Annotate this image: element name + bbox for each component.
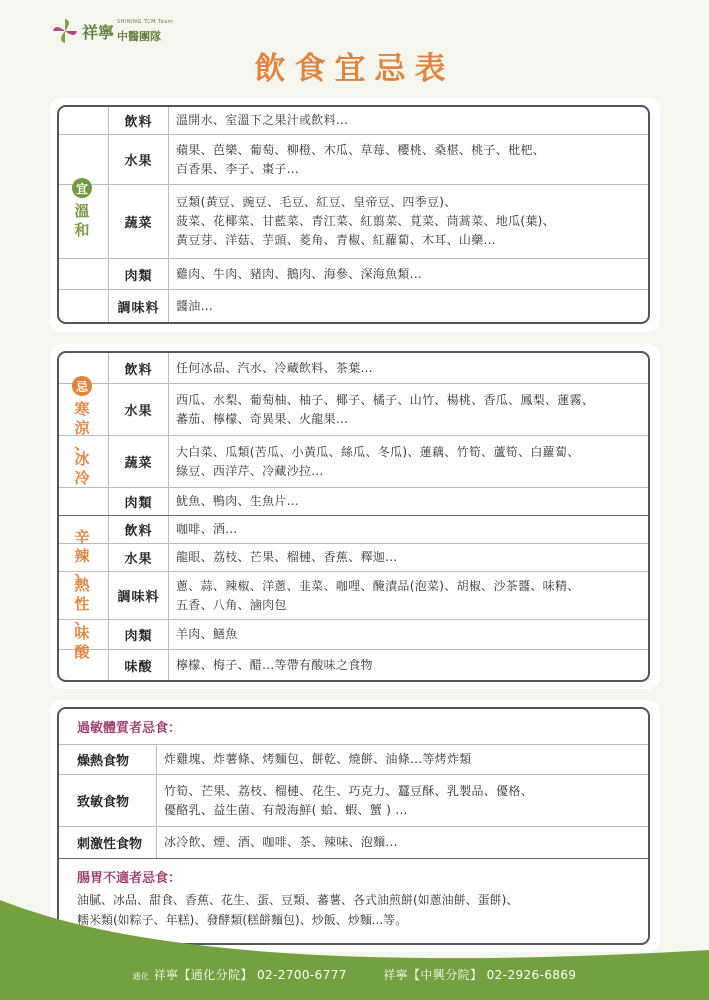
yi-table	[57, 105, 650, 324]
food-text: 龍眼、荔枝、芒果、榴槤、香蕉、釋迦...	[176, 550, 398, 564]
footer-contact	[0, 966, 709, 983]
ji-cold-char: 冷	[74, 469, 90, 487]
ji-hot-char: 熱	[74, 576, 90, 594]
food-text: 蕃茄、檸檬、奇異果、火龍果...	[176, 411, 349, 426]
table-row	[59, 259, 648, 290]
category-label: 肉類	[109, 259, 169, 289]
stomach-heading: 腸胃不適者忌食：	[77, 871, 182, 886]
table-row	[59, 135, 648, 185]
ji-hot-char: 味	[74, 624, 90, 642]
food-text: 西瓜、水梨、葡萄柚、柚子、椰子、橘子、山竹、楊桃、香瓜、鳳梨、蓮霧、	[176, 392, 595, 407]
table-row	[59, 775, 648, 827]
ji-hot-char: 酸	[74, 643, 90, 661]
food-text: 冰冷飲、煙、酒、咖啡、茶、辣味、泡麵...	[164, 835, 398, 849]
brand-sub: 中醫團隊	[117, 29, 162, 43]
yi-vlabel-char: 溫	[74, 202, 90, 220]
brand-name: 祥寧	[82, 22, 115, 42]
ji-hot-char: 辛	[74, 528, 90, 546]
food-text: 豆類(黃豆、豌豆、毛豆、紅豆、皇帝豆、四季豆)、	[176, 195, 457, 209]
brand-en: SHINING TCM Team	[117, 18, 174, 25]
yi-side-label	[72, 178, 92, 240]
category-label: 肉類	[109, 488, 169, 515]
page-title: 飲食宜忌表	[254, 51, 455, 87]
allergy-category: 致敏食物	[59, 775, 157, 826]
category-label: 味酸	[109, 650, 169, 680]
ji-hot-char: 辣	[74, 547, 90, 565]
table-row	[59, 745, 648, 775]
yi-vlabel-char: 和	[74, 221, 90, 239]
ji-cold-char: 冰	[74, 450, 90, 468]
table-row	[59, 436, 648, 488]
allergy-heading: 過敏體質者忌食：	[59, 709, 648, 745]
food-text: 黃豆芽、洋菇、芋頭、菱角、青椒、紅蘿蔔、木耳、山藥...	[176, 233, 496, 247]
food-text: 五香、八角、滷肉包	[176, 597, 287, 612]
table-row	[59, 827, 648, 859]
table-row	[59, 572, 648, 620]
food-text: 綠豆、西洋芹、冷藏沙拉...	[176, 463, 324, 478]
food-text: 油膩、冰品、甜食、香蕉、花生、蛋、豆類、蕃薯、各式油煎餅(如蔥油餅、蛋餅)、	[77, 893, 519, 907]
ji-hot-char: 性	[74, 595, 90, 613]
table-row	[59, 290, 648, 322]
food-text: 糯米類(如粽子、年糕)、發酵類(糕餅麵包)、炒飯、炒麵...等。	[77, 913, 408, 927]
food-text: 雞肉、牛肉、豬肉、鵝肉、海參、深海魚類...	[176, 266, 423, 281]
food-text: 竹筍、芒果、荔枝、榴槤、花生、巧克力、蠶豆酥、乳製品、優格、	[164, 783, 534, 798]
category-label: 飲料	[109, 516, 169, 543]
table-row	[59, 107, 648, 135]
ji-cold-char: 寒	[74, 400, 90, 418]
food-text: 醬油...	[176, 298, 213, 313]
food-text: 優酪乳、益生菌、有殼海鮮( 蛤、蝦、蟹 ) ...	[164, 802, 408, 817]
category-label: 水果	[109, 544, 169, 571]
food-text: 咖啡、酒...	[176, 522, 238, 536]
category-label: 水果	[109, 384, 169, 435]
ji-badge: 忌	[72, 376, 92, 396]
allergy-category: 燥熱食物	[59, 745, 157, 774]
food-text: 蘋果、芭樂、葡萄、柳橙、木瓜、草莓、櫻桃、桑椹、桃子、枇杷、	[176, 142, 546, 157]
allergy-category: 刺激性食物	[59, 827, 157, 858]
ji-cold-side-label	[72, 376, 92, 488]
footer-prefix: 通化	[132, 972, 150, 981]
table-row	[59, 516, 648, 544]
category-label: 蔬菜	[109, 436, 169, 487]
food-text: 菠菜、花椰菜、甘藍菜、青江菜、紅翦菜、莧菜、茼蒿菜、地瓜(葉)、	[176, 214, 555, 228]
leaf-logo-icon	[52, 18, 78, 44]
category-label: 飲料	[109, 107, 169, 134]
branch-zhongxing: 祥寧【中興分院】 02-2926-6869	[383, 968, 577, 982]
table-row	[59, 620, 648, 650]
branch-tonghua: 祥寧【通化分院】 02-2700-6777	[153, 968, 347, 982]
brand-logo	[52, 18, 173, 44]
ji-table	[57, 351, 650, 682]
table-row	[59, 353, 648, 384]
ji-cold-char: 涼	[74, 419, 90, 437]
yi-badge: 宜	[72, 178, 92, 198]
table-row	[59, 488, 648, 516]
food-text: 魷魚、鴨肉、生魚片...	[176, 494, 300, 508]
food-text: 檸檬、梅子、醋...等帶有酸味之食物	[176, 657, 373, 672]
category-label: 肉類	[109, 620, 169, 649]
ji-hot-char: 、	[74, 562, 90, 580]
food-text: 任何冰品、汽水、冷藏飲料、茶葉...	[176, 360, 373, 375]
food-text: 羊肉、鱔魚	[176, 627, 238, 641]
table-row	[59, 544, 648, 572]
category-label: 調味料	[109, 290, 169, 322]
food-text: 大白菜、瓜類(苦瓜、小黃瓜、絲瓜、冬瓜)、蓮藕、竹筍、蘆筍、白蘿蔔、	[176, 444, 580, 459]
food-text: 炸雞塊、炸薯條、烤麵包、餅乾、燒餅、油條...等烤炸類	[164, 752, 472, 766]
food-text: 溫開水、室溫下之果汁或飲料...	[176, 113, 349, 127]
table-row	[59, 650, 648, 680]
food-text: 百香果、李子、棗子...	[176, 161, 300, 176]
table-row	[59, 185, 648, 259]
ji-hot-side-label	[72, 528, 92, 662]
food-text: 蔥、蒜、辣椒、洋蔥、韭菜、咖哩、醃漬品(泡菜)、胡椒、沙茶醬、味精、	[176, 578, 580, 593]
table-row	[59, 384, 648, 436]
category-label: 調味料	[109, 572, 169, 619]
category-label: 飲料	[109, 353, 169, 383]
ji-hot-char: 、	[74, 610, 90, 628]
category-label: 水果	[109, 135, 169, 184]
ji-cold-char: 、	[74, 435, 90, 453]
category-label: 蔬菜	[109, 185, 169, 258]
